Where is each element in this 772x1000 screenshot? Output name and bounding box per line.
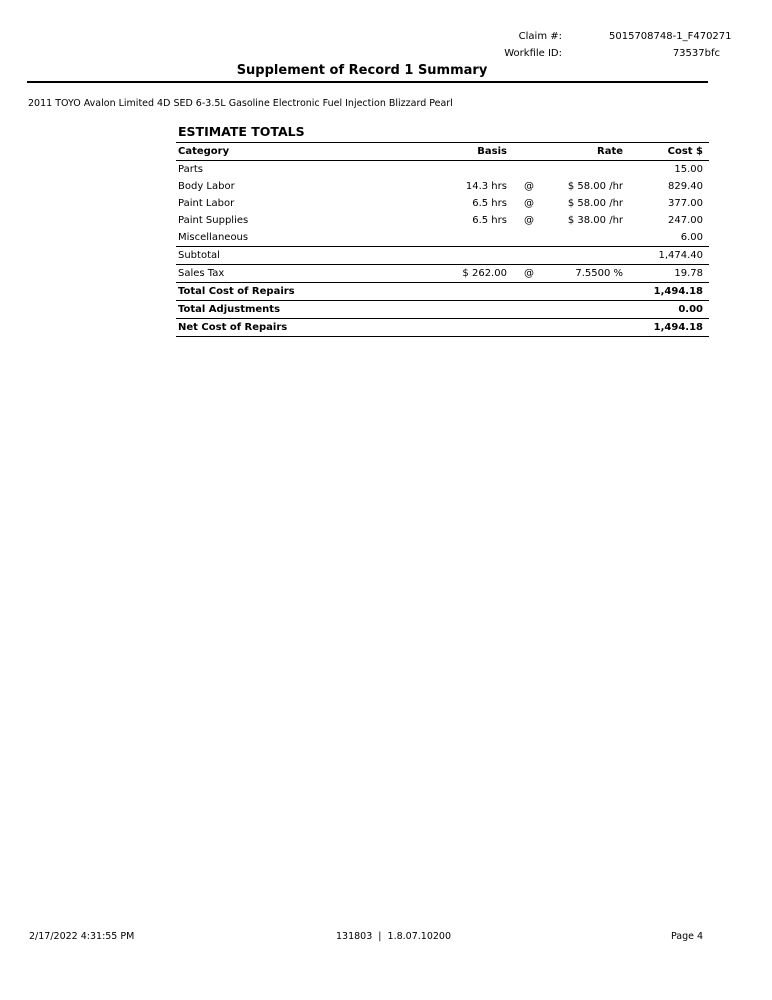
column-header-at bbox=[509, 143, 549, 161]
row-basis: 14.3 hrs bbox=[465, 181, 507, 192]
row-rate: $ 38.00 /hr bbox=[567, 215, 624, 226]
claim-number-label: Claim #: bbox=[518, 31, 562, 42]
total-adjustments-row bbox=[176, 301, 709, 319]
column-header-basis: Basis bbox=[436, 143, 509, 161]
row-basis bbox=[436, 229, 509, 247]
row-at bbox=[509, 247, 549, 265]
table-row bbox=[176, 178, 709, 195]
row-category: Subtotal bbox=[176, 247, 436, 265]
row-rate bbox=[549, 229, 625, 247]
row-category: Miscellaneous bbox=[178, 232, 249, 243]
table-row bbox=[176, 229, 709, 247]
estimate-totals-heading: ESTIMATE TOTALS bbox=[178, 124, 305, 139]
row-at: @ bbox=[523, 198, 534, 209]
title-divider bbox=[27, 81, 708, 83]
claim-number-value: 5015708748-1_F470271 bbox=[609, 31, 732, 42]
row-at bbox=[509, 301, 549, 319]
row-category: Total Adjustments bbox=[176, 301, 436, 319]
net-cost-row bbox=[176, 319, 709, 337]
row-basis bbox=[436, 283, 509, 301]
row-rate bbox=[549, 283, 625, 301]
row-at bbox=[509, 283, 549, 301]
row-category: Parts bbox=[178, 164, 203, 175]
row-rate bbox=[549, 319, 625, 337]
row-at bbox=[509, 229, 549, 247]
row-cost: 377.00 bbox=[668, 198, 703, 209]
row-category: Sales Tax bbox=[176, 265, 436, 283]
row-cost: 15.00 bbox=[674, 164, 703, 175]
row-basis bbox=[436, 161, 509, 179]
row-cost: 6.00 bbox=[680, 232, 703, 243]
row-cost: 829.40 bbox=[668, 181, 703, 192]
row-rate bbox=[549, 247, 625, 265]
table-row bbox=[176, 212, 709, 229]
subtotal-row bbox=[176, 247, 709, 265]
row-cost: 247.00 bbox=[668, 215, 703, 226]
row-rate: 7.5500 % bbox=[549, 265, 625, 283]
row-cost: 0.00 bbox=[625, 301, 709, 319]
total-cost-row bbox=[176, 283, 709, 301]
row-at bbox=[509, 319, 549, 337]
footer-page-number: Page 4 bbox=[671, 931, 704, 942]
column-header-category: Category bbox=[176, 143, 436, 161]
table-header-row bbox=[176, 143, 709, 161]
row-basis: 6.5 hrs bbox=[472, 215, 507, 226]
estimate-totals-table bbox=[176, 142, 709, 337]
row-rate: $ 58.00 /hr bbox=[567, 198, 624, 209]
column-header-cost: Cost $ bbox=[625, 143, 709, 161]
column-header-rate: Rate bbox=[549, 143, 625, 161]
sales-tax-row bbox=[176, 265, 709, 283]
row-basis bbox=[436, 301, 509, 319]
row-category: Paint Supplies bbox=[178, 215, 249, 226]
vehicle-description: 2011 TOYO Avalon Limited 4D SED 6-3.5L Gasoline Electronic Fuel Injection Blizzard Pearl bbox=[28, 98, 453, 109]
table-row bbox=[176, 161, 709, 179]
row-category: Paint Labor bbox=[178, 198, 235, 209]
row-at: @ bbox=[523, 181, 534, 192]
row-basis: 6.5 hrs bbox=[472, 198, 507, 209]
page-title: Supplement of Record 1 Summary bbox=[236, 63, 488, 78]
row-cost: 1,474.40 bbox=[625, 247, 709, 265]
row-at: @ bbox=[523, 215, 534, 226]
row-basis bbox=[436, 247, 509, 265]
workfile-id-value: 73537bfc bbox=[672, 48, 720, 59]
row-rate bbox=[549, 161, 625, 179]
row-category: Net Cost of Repairs bbox=[176, 319, 436, 337]
row-at: @ bbox=[509, 265, 549, 283]
footer-timestamp: 2/17/2022 4:31:55 PM bbox=[29, 931, 135, 942]
row-cost: 1,494.18 bbox=[625, 283, 709, 301]
table-row bbox=[176, 195, 709, 212]
footer-version: 131803 | 1.8.07.10200 bbox=[336, 931, 452, 942]
row-category: Total Cost of Repairs bbox=[176, 283, 436, 301]
row-rate bbox=[549, 301, 625, 319]
row-basis bbox=[436, 319, 509, 337]
row-cost: 1,494.18 bbox=[625, 319, 709, 337]
row-category: Body Labor bbox=[178, 181, 235, 192]
row-cost: 19.78 bbox=[625, 265, 709, 283]
row-basis: $ 262.00 bbox=[436, 265, 509, 283]
row-rate: $ 58.00 /hr bbox=[567, 181, 624, 192]
workfile-id-label: Workfile ID: bbox=[504, 48, 562, 59]
row-at bbox=[509, 161, 549, 179]
